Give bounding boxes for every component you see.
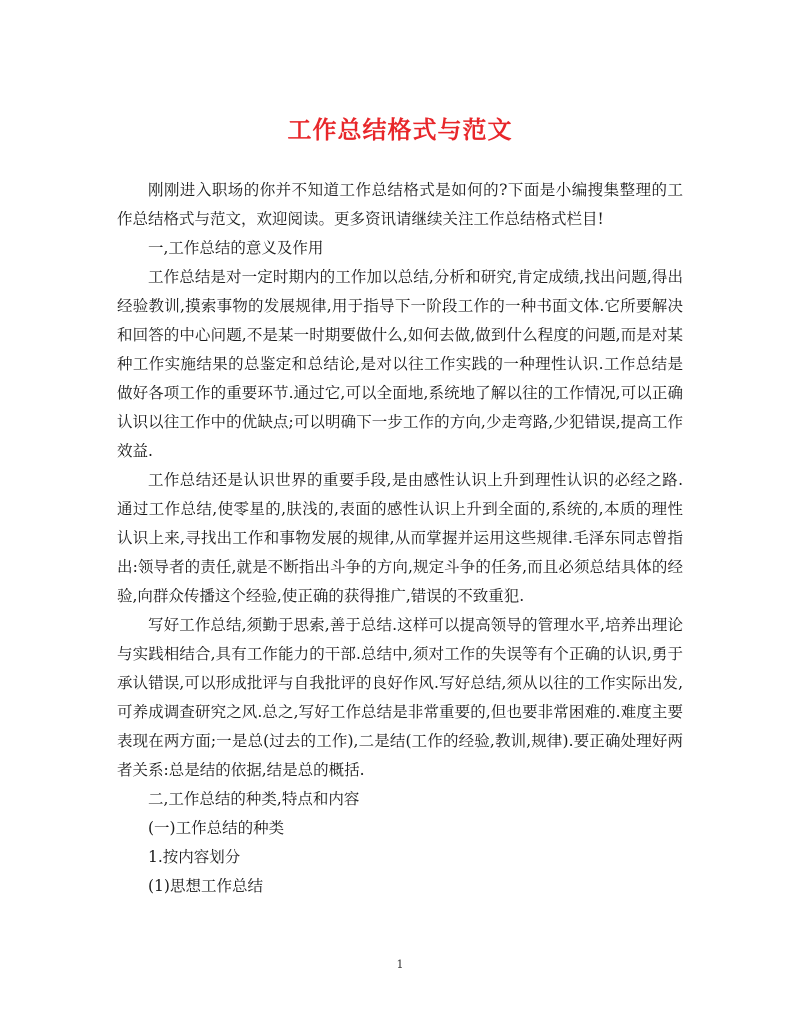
body-paragraph: 工作总结是对一定时期内的工作加以总结,分析和研究,肯定成绩,找出问题,得出经验教训,摸索事物的发展规律,用于指导下一阶段工作的一种书面文体.它所要解决和回答的中心问题,不是某一时期要做什么,如何去做,做到什么程度的问题,而是对某种工作实施结果的总鉴定和总结论,是对以往工作实践的一种理性认识.工作总结是做好各项工作的重要环节.通过它,可以全面地,系统地了解以往的工作情况,可以正确认识以往工作中的优缺点;可以明确下一步工作的方向,少走弯路,少犯错误,提高工作效益. <box>117 268 683 460</box>
page-number: 1 <box>396 958 404 971</box>
document-title: 工作总结格式与范文 <box>287 115 513 144</box>
body-paragraph: 工作总结还是认识世界的重要手段,是由感性认识上升到理性认识的必经之路.通过工作总结,使零星的,肤浅的,表面的感性认识上升到全面的,系统的,本质的理性认识上来,寻找出工作和事物发展的规律,从而掌握并运用这些规律.毛泽东同志曾指出:领导者的责任,就是不断指出斗争的方向,规定斗争的任务,而且必须总结具体的经验,向群众传播这个经验,使正确的获得推广,错误的不致重犯. <box>117 471 683 605</box>
list-item: (1)思想工作总结 <box>148 877 263 895</box>
list-heading: 1.按内容划分 <box>148 848 241 866</box>
section-heading-2: 二,工作总结的种类,特点和内容 <box>148 790 360 808</box>
document-body <box>117 176 683 901</box>
intro-paragraph: 刚刚进入职场的你并不知道工作总结格式是如何的?下面是小编搜集整理的工作总结格式与范文，欢迎阅读。更多资讯请继续关注工作总结格式栏目! <box>117 181 683 228</box>
body-paragraph: 写好工作总结,须勤于思索,善于总结.这样可以提高领导的管理水平,培养出理论与实践相结合,具有工作能力的干部.总结中,须对工作的失误等有个正确的认识,勇于承认错误,可以形成批评与自我批评的良好作风.写好总结,须从以往的工作实际出发,可养成调查研究之风.总之,写好工作总结是非常重要的,但也要非常困难的.难度主要表现在两方面;一是总(过去的工作),二是结(工作的经验,教训,规律).要正确处理好两者关系:总是结的依据,结是总的概括. <box>117 616 683 779</box>
section-heading-1: 一,工作总结的意义及作用 <box>148 239 324 257</box>
subsection-heading: (一)工作总结的种类 <box>148 819 285 837</box>
